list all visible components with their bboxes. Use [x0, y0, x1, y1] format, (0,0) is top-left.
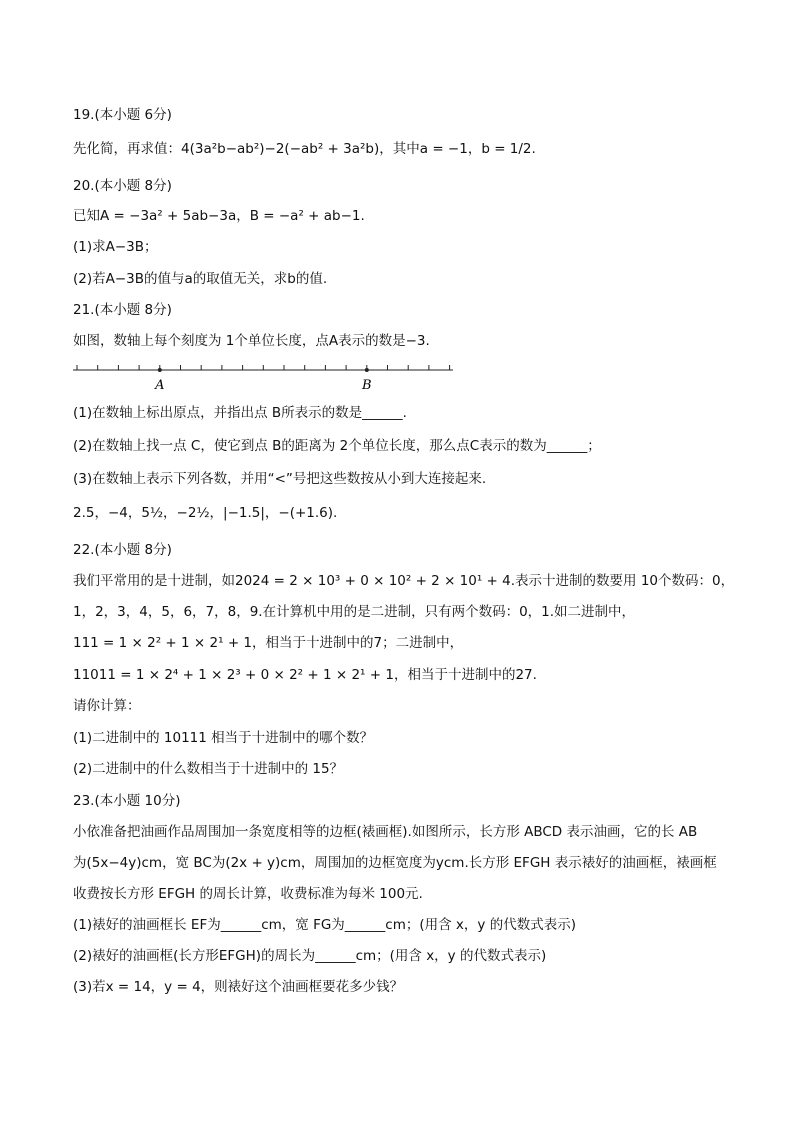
point-b-label: B	[362, 378, 372, 393]
q21-part-1: (1)在数轴上标出原点，并指出点 B所表示的数是______.	[73, 405, 407, 421]
q22-heading: 22.(本小题 8分)	[73, 542, 172, 558]
q22-line-2: 1，2，3，4，5，6，7，8，9.在计算机中用的是二进制，只有两个数码：0，1.如二进制中，	[73, 604, 636, 620]
q23-heading: 23.(本小题 10分)	[73, 793, 181, 809]
point-a-label: A	[155, 378, 165, 393]
q23-line-2: 为(5x−4y)cm，宽 BC为(2x + y)cm，周围加的边框宽度为ycm.长方形 EFGH 表示裱好的油画框，裱画框	[73, 855, 717, 871]
point-a-dot	[158, 368, 162, 372]
number-line-figure	[73, 360, 453, 396]
q23-line-3: 收费按长方形 EFGH 的周长计算，收费标准为每米 100元.	[73, 886, 423, 902]
number-line	[73, 360, 453, 396]
q20-part-1: (1)求A−3B；	[73, 239, 158, 255]
q23-line-1: 小依准备把油画作品周围加一条宽度相等的边框(裱画框).如图所示，长方形 ABCD 表示油画，它的长 AB	[73, 824, 698, 840]
q20-heading: 20.(本小题 8分)	[73, 178, 172, 194]
q23-part-2: (2)裱好的油画框(长方形EFGH)的周长为______cm；(用含 x，y 的代数式表示)	[73, 948, 547, 964]
q22-line-1: 我们平常用的是十进制，如2024 = 2 × 10³ + 0 × 10² + 2 × 10¹ + 4.表示十进制的数要用 10个数码：0，	[73, 573, 735, 589]
q19-heading: 19.(本小题 6分)	[73, 107, 172, 123]
q22-part-2: (2)二进制中的什么数相当于十进制中的 15？	[73, 761, 344, 777]
q23-part-1: (1)裱好的油画框长 EF为______cm，宽 FG为______cm；(用含 x，y 的代数式表示)	[73, 917, 576, 933]
q21-numbers: 2.5，−4，5½，−2½，|−1.5|，−(+1.6).	[73, 505, 338, 521]
q21-part-2: (2)在数轴上找一点 C，使它到点 B的距离为 2个单位长度，那么点C表示的数为______；	[73, 438, 601, 454]
q21-heading: 21.(本小题 8分)	[73, 302, 172, 318]
q22-line-3: 111 = 1 × 2² + 1 × 2¹ + 1，相当于十进制中的7；二进制中，	[73, 635, 464, 651]
q22-line-4: 11011 = 1 × 2⁴ + 1 × 2³ + 0 × 2² + 1 × 2¹ + 1，相当于十进制中的27.	[73, 667, 537, 683]
q20-problem: 已知A = −3a² + 5ab−3a，B = −a² + ab−1.	[73, 208, 365, 224]
q23-part-3: (3)若x = 14，y = 4，则裱好这个油画框要花多少钱？	[73, 979, 404, 995]
q19-problem: 先化简，再求值：4(3a²b−ab²)−2(−ab² + 3a²b)，其中a = −1，b = 1/2.	[73, 141, 536, 157]
q22-line-5: 请你计算：	[73, 698, 141, 714]
point-b-dot	[365, 368, 369, 372]
q21-part-3: (3)在数轴上表示下列各数，并用“<”号把这些数按从小到大连接起来.	[73, 471, 487, 487]
q22-part-1: (1)二进制中的 10111 相当于十进制中的哪个数？	[73, 730, 374, 746]
q21-problem: 如图，数轴上每个刻度为 1个单位长度，点A表示的数是−3.	[73, 333, 430, 349]
q20-part-2: (2)若A−3B的值与a的取值无关，求b的值.	[73, 271, 328, 287]
